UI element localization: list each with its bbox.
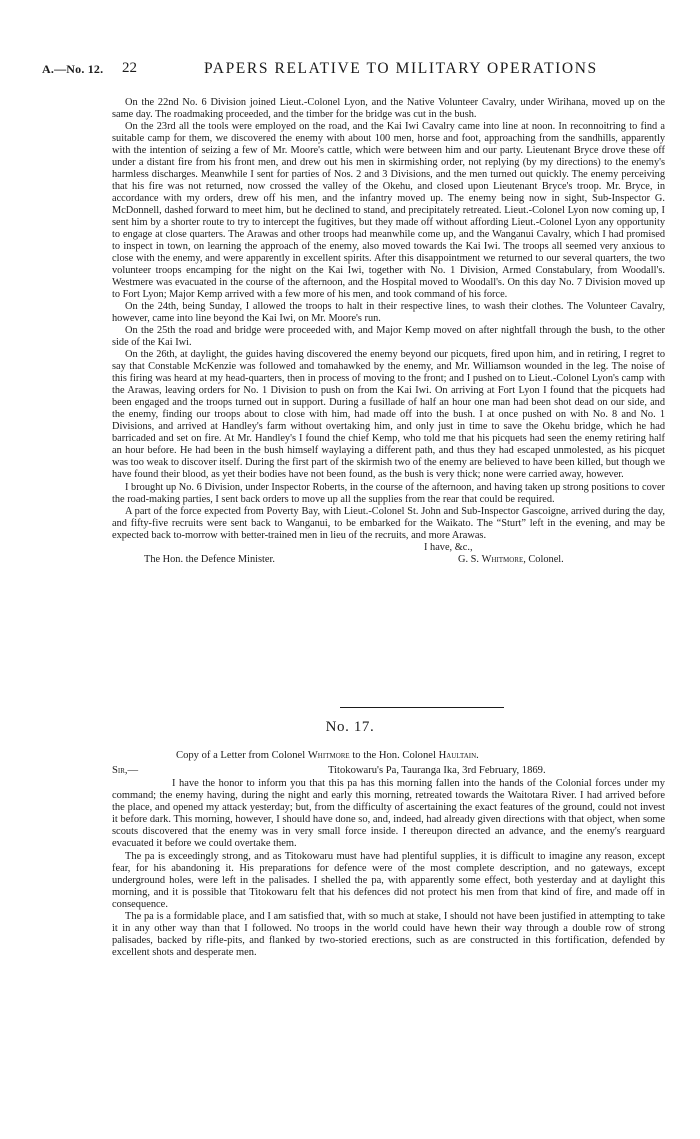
caption-middle: to the Hon. Colonel bbox=[352, 750, 436, 761]
paragraph: On the 24th, being Sunday, I allowed the troops to halt in their respective lines, to wash their clothes. The Volunteer Cavalry, however, came into line beyond the Kai Iwi, on Mr. Moore's run. bbox=[112, 301, 665, 325]
running-header bbox=[0, 60, 700, 86]
place-and-date: Titokowaru's Pa, Tauranga Ika, 3rd February, 1869. bbox=[328, 765, 546, 776]
section-divider bbox=[340, 707, 504, 708]
letter-caption bbox=[176, 750, 479, 761]
addressee: The Hon. the Defence Minister. bbox=[144, 553, 275, 565]
paragraph: On the 22nd No. 6 Division joined Lieut.-Colonel Lyon, and the Native Volunteer Cavalry, under Wirihana, moved up on the same day. The roadmaking proceeded, and the timber for the bridge was cut in the bush. bbox=[112, 97, 665, 121]
caption-prefix: Copy of a Letter from Colonel bbox=[176, 750, 306, 761]
paragraph: On the 25th the road and bridge were proceeded with, and Major Kemp moved on after nightfall through the bush, to the other side of the Kai Iwi. bbox=[112, 325, 665, 349]
running-title: PAPERS RELATIVE TO MILITARY OPERATIONS bbox=[204, 60, 598, 77]
signature-line bbox=[112, 554, 665, 566]
signature-rank: , Colonel. bbox=[523, 553, 564, 565]
caption-sender: Whitmore bbox=[307, 750, 350, 761]
closing-line bbox=[112, 542, 665, 554]
salutation bbox=[112, 765, 138, 776]
report-body bbox=[112, 97, 665, 566]
signature-initials: G. S. bbox=[458, 553, 479, 565]
paragraph: The pa is a formidable place, and I am satisfied that, with so much at stake, I should not have been justified in attempting to take it in any other way than that I followed. No troops in the world could have hewn their way through a double row of strong palisades, backed by rifle-pits, and flanked by two-storied erections, such as are constructed in this fortification, defended by excellent shots and desperate men. bbox=[112, 911, 665, 959]
salutation-text: Sir,— bbox=[112, 765, 139, 776]
letter-number-heading: No. 17. bbox=[325, 719, 375, 735]
parliamentary-paper-reference: A.—No. 12. bbox=[42, 62, 104, 76]
page-number: 22 bbox=[122, 60, 137, 76]
caption-end: . bbox=[476, 750, 479, 761]
paragraph: On the 23rd all the tools were employed on the road, and the Kai Iwi Cavalry came into line at noon. In reconnoitring to find a suitable camp for them, we discovered the enemy with about 100 men, horse and foot, approaching from the sandhills, apparently with the intention of seizing a few of Mr. Moore's cattle, which were between him and our party. Lieutenant Bryce drove these off under a distant fire from his front men, and drew out his men in skirmishing order, not replying (by my directions) to the enemy's harmless discharges. Meanwhile I sent for parties of Nos. 2 and 3 Divisions, and the men turned out quickly. The enemy perceiving that his fire was not returned, now crossed the valley of the Okehu, and closed upon Lieutenant Bryce's troop. Mr. Bryce, in accordance with my orders, drew off his men, and the infantry moved up. The enemy being now in sight, Sub-Inspector G. McDonnell, dashed forward to meet him, but he declined to stand, and precipitately retreated. Lieut.-Colonel Lyon now coming up, I sent him by a shorter route to try to intercept the fugitives, but they made off without affording Lieut.-Colonel Lyon any opportunity to engage at close quarters. The Arawas and other troops had meanwhile come up, and the Wanganui Cavalry, which I had promised to inspect in town, on learning the approach of the enemy, also moved towards the Kai Iwi. The troops all seemed very anxious to close with the enemy, and were apparently in excellent spirits. After this disappointment we returned to our several quarters, the two volunteer troops encamping for the night on the Kai Iwi, together with No. 1 Division, Armed Constabulary, from Woodall's. Westmere was evacuated in the course of the afternoon, and the Hospital moved to Woodall's. On this day No. 7 Division moved up to Fort Lyon; Major Kemp arrived with a few more of his men, and took command of his force. bbox=[112, 121, 665, 301]
caption-recipient: Haultain bbox=[438, 750, 477, 761]
paragraph: A part of the force expected from Poverty Bay, with Lieut.-Colonel St. John and Sub-Inspector Gascoigne, arrived during the day, and fifty-five recruits were sent back to Wanganui, to be embarked for the Waikato. The “Sturt” left in the evening, and may be expected back to-morrow with better-trained men in lieu of the recruits, and more Arawas. bbox=[112, 505, 665, 541]
paragraph: I have the honor to inform you that this pa has this morning fallen into the hands of the Colonial forces under my command; the enemy having, during the night and early this morning, retreated towards the Waitotara River. I had arrived before the place, and opened my attack yesterday; but, from the difficulty of ascertaining the exact features of the ground, could not invest it before dark. This morning, however, I should have done so, and, indeed, had already given directions with that object, when some scouts discovered that the enemy was in very small force inside. I thereupon directed an advance, and the enemy's rearguard evacuated it before we could overtake them. bbox=[112, 778, 665, 850]
paragraph: I brought up No. 6 Division, under Inspector Roberts, in the course of the afternoon, and having taken up strong positions to cover the road-making parties, I sent back orders to move up all the supplies from the rear that could be required. bbox=[112, 481, 665, 505]
letter-body bbox=[112, 778, 665, 959]
signature bbox=[458, 554, 564, 566]
paragraph: The pa is exceedingly strong, and as Titokowaru must have had plentiful supplies, it is difficult to imagine any reason, except fear, for his abandoning it. His preparations for defence were of the most complete description, and no gateways, except underground holes, were left in the palisades. I shelled the pa, with apparently some effect, both yesterday and at daylight this morning, and it is possible that Titokowaru felt that his defences did not protect his men from that kind of fire, and made off in consequence. bbox=[112, 850, 665, 910]
complimentary-close: I have, &c., bbox=[424, 541, 473, 553]
signature-name: Whitmore bbox=[481, 553, 524, 565]
paragraph: On the 26th, at daylight, the guides having discovered the enemy beyond our picquets, fired upon him, and in retiring, I regret to say that Constable McKenzie was followed and tomahawked by the enemy, and Mr. Williamson wounded in the leg. The noise of this firing was heard at my head-quarters, then in process of moving to the front; and I pushed on to Lieut.-Colonel Lyon's camp with the Arawas, leaving orders for No. 1 Division to push on from the Kai Iwi. On arriving at Fort Lyon I found that the picquets had been engaged and the troops turned out in support. During a fusillade of half an hour one man had been shot dead on our side, and the enemy, finding our troops about to close with him, had made off into the bush. I at once pushed on with No. 8 and No. 1 Divisions, and arrived at Handley's farm without overtaking him, and only just in time to save the Okehu bridge, which he had barricaded and set on fire. At Mr. Handley's I found the chief Kemp, who told me that his picquets had seen the enemy retiring half an hour before. He had been in the bush himself waylaying a different path, and thus they had escaped unmolested, as his picquet was too weak to discover itself. During the first part of the skirmish two of the enemy are believed to have been killed, but though we have found their blood, as yet their bodies have not been found, as the bush is very thick; none were carried away, however. bbox=[112, 349, 665, 481]
